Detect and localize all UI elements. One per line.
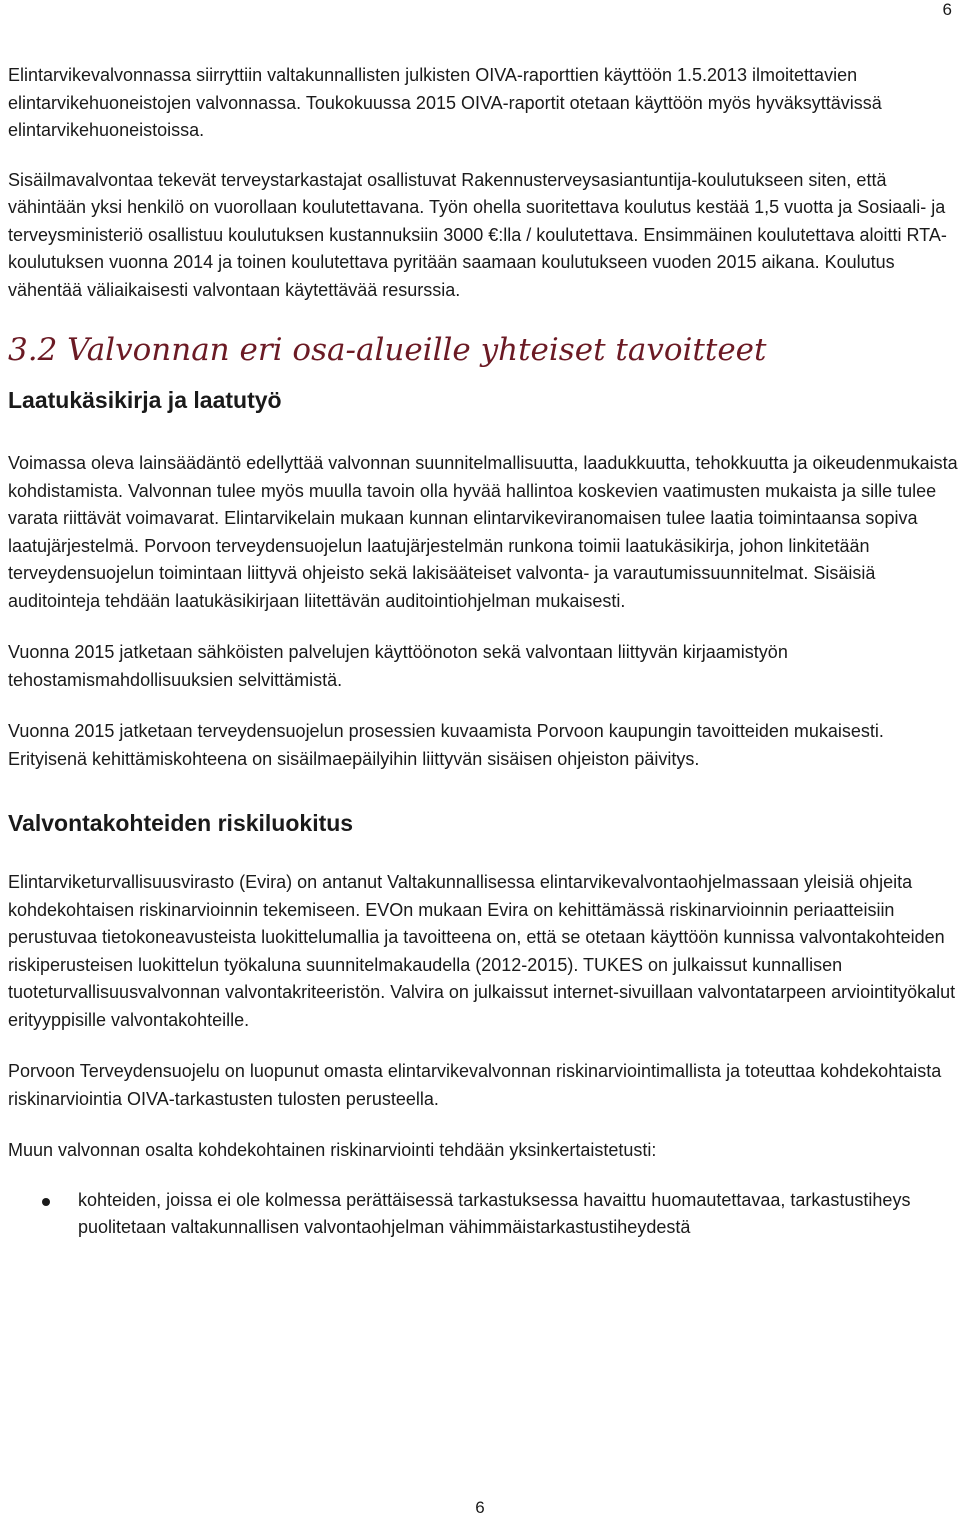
paragraph-indoor-air-training: Sisäilmavalvontaa tekevät terveystarkastajat osallistuvat Rakennusterveysasiantuntija-koulutukseen siten, että vähintään yksi henkilö on vuorollaan koulutettavana. Työn ohella suoritettava koulutus kestää 1,5 vuotta ja Sosiaali- ja terveysministeriö osallistuu koulutuksen kustannuksiin 3000 €:lla / koulutettava. Ensimmäinen koulutettava aloitti RTA-koulutuksen vuonna 2014 ja toinen koulutettava pyritään saamaan koulutukseen vuoden 2015 aikana. Koulutus vähentää väliaikaisesti valvontaan käytettävää resurssia. [8, 169, 947, 300]
list-item-text: kohteiden, joissa ei ole kolmessa perättäisessä tarkastuksessa havaittu huomautettavaa, tarkastustiheys puolitetaan valtakunnallisen valvontaohjelman vähimmäistarkastustiheydestä [78, 1189, 911, 1237]
section-title: 3.2 Valvonnan eri osa-alueille yhteiset tavoitteet [8, 332, 767, 368]
paragraph-oiva-reports: Elintarvikevalvonnassa siirryttiin valtakunnallisten julkisten OIVA-raporttien käyttöön 1.5.2013 ilmoitettavien elintarvikehuoneistojen valvonnassa. Toukokuussa 2015 OIVA-raportit otetaan käyttöön myös hyväksyttävissä elintarvikehuoneistoissa. [8, 65, 882, 140]
subheading-risk-classification: Valvontakohteiden riskiluokitus [8, 810, 354, 836]
paragraph-electronic-services: Vuonna 2015 jatketaan sähköisten palvelujen käyttöönoton sekä valvontaan liittyvän kirjaamistyön tehostamismahdollisuuksien selvittämistä. [8, 642, 788, 690]
paragraph-evira: Elintarviketurvallisuusvirasto (Evira) on antanut Valtakunnallisessa elintarvikevalvontaohjelmassaan yleisiä ohjeita kohdekohtaisen riskinarvioinnin tekemiseen. EVOn mukaan Evira on kehittämässä riskinarvioinnin periaatteisiin perustuvaa tietokoneavusteista luokittelumallia ja tavoitteena on, että se otetaan käyttöön kunnissa valvontakohteiden riskiperusteisen luokittelun työkaluna suunnitelmakaudella (2012-2015). TUKES on julkaissut kunnallisen tuoteturvallisuusvalvonnan valvontakriteeristön. Valvira on julkaissut internet-sivuillaan valvontatarpeen arviointityökalut erityyppisille valvontakohteille. [8, 872, 956, 1030]
bullet-list [8, 1187, 958, 1242]
list-item [8, 1187, 958, 1242]
document-body [8, 62, 958, 1242]
subheading-quality-manual: Laatukäsikirja ja laatutyö [8, 387, 282, 413]
paragraph-legislation: Voimassa oleva lainsäädäntö edellyttää valvonnan suunnitelmallisuutta, laadukkuutta, tehokkuutta ja oikeudenmukaista kohdistamista. Valvonnan tulee myös muulla tavoin olla hyvää hallintoa koskevien vaatimusten mukaista ja sille tulee varata riittävät voimavarat. Elintarvikelain mukaan kunnan elintarvikeviranomaisen tulee laatia toimintaansa sopiva laatujärjestelmä. Porvoon terveydensuojelun laatujärjestelmän runkona toimii laatukäsikirja, johon linkitetään terveydensuojelun toimintaan liittyvä ohjeisto sekä lakisääteiset valvonta- ja varautumissuunnitelmat. Sisäisiä auditointeja tehdään laatukäsikirjaan liitettävän auditointiohjelman mukaisesti. [8, 453, 958, 611]
paragraph-other-supervision: Muun valvonnan osalta kohdekohtainen riskinarviointi tehdään yksinkertaistetusti: [8, 1140, 657, 1160]
page-number-top: 6 [942, 0, 952, 19]
paragraph-porvoo-risk-model: Porvoon Terveydensuojelu on luopunut omasta elintarvikevalvonnan riskinarviointimallista ja toteuttaa kohdekohtaista riskinarviointia OIVA-tarkastusten tulosten perusteella. [8, 1061, 942, 1109]
bullet-icon [42, 1198, 50, 1206]
paragraph-process-description: Vuonna 2015 jatketaan terveydensuojelun prosessien kuvaamista Porvoon kaupungin tavoitteiden mukaisesti. Erityisenä kehittämiskohteena on sisäilmaepäilyihin liittyvän sisäisen ohjeiston päivitys. [8, 721, 884, 769]
page-number-bottom: 6 [475, 1498, 485, 1517]
